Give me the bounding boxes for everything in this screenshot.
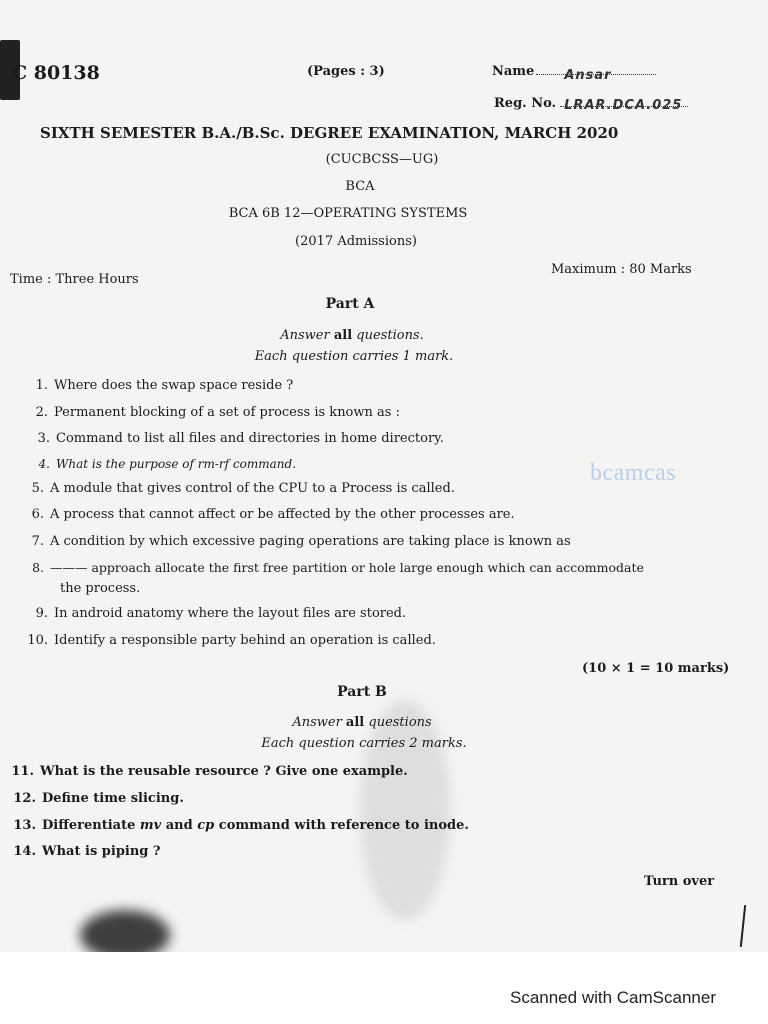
question-5: 5. A module that gives control of the CPU to a Process is called.	[31, 481, 455, 496]
program: BCA	[345, 179, 375, 194]
question-3: 3. Command to list all files and directories in home directory.	[37, 431, 444, 446]
question-13: 13. Differentiate mv and cp command with reference to inode.	[13, 818, 469, 833]
question-10: 10. Identify a responsible party behind an operation is called.	[27, 633, 436, 648]
page-count: (Pages : 3)	[307, 64, 385, 79]
reg-no-handwritten: LRAR.DCA.025	[564, 98, 683, 113]
time-info: Time : Three Hours	[10, 272, 139, 287]
turn-over: Turn over	[644, 874, 715, 889]
scheme: (CUCBCSS—UG)	[325, 152, 439, 167]
exam-code: C 80138	[12, 62, 100, 84]
question-8-continuation: the process.	[60, 581, 141, 596]
reg-no-field	[494, 96, 688, 111]
question-8: 8. ——— approach allocate the first free partition or hole large enough which can accommodate	[32, 560, 644, 575]
question-4: 4. What is the purpose of rm-rf command.	[38, 457, 297, 471]
part-b-marks-note: Each question carries 2 marks.	[261, 736, 467, 751]
part-b-heading: Part B	[337, 684, 387, 700]
name-field	[492, 64, 656, 83]
question-14: 14. What is piping ?	[13, 844, 161, 859]
part-b-instruction: Answer all questions	[292, 715, 432, 730]
max-marks: Maximum : 80 Marks	[551, 262, 692, 277]
scan-smudge	[80, 910, 170, 952]
exam-title: SIXTH SEMESTER B.A./B.Sc. DEGREE EXAMINATION, MARCH 2020	[40, 124, 619, 142]
question-11: 11. What is the reusable resource ? Give one example.	[11, 764, 408, 779]
question-7: 7. A condition by which excessive paging operations are taking place is known as	[31, 534, 571, 549]
question-2: 2. Permanent blocking of a set of process is known as :	[35, 405, 400, 420]
scanner-footer: Scanned with CamScanner	[509, 988, 716, 1007]
admissions: (2017 Admissions)	[295, 234, 417, 249]
name-label: Name	[492, 64, 535, 79]
question-9: 9. In android anatomy where the layout files are stored.	[35, 606, 407, 621]
course-title: BCA 6B 12—OPERATING SYSTEMS	[228, 206, 468, 221]
reg-no-label: Reg. No.	[494, 96, 557, 111]
part-a-instruction: Answer all questions.	[280, 328, 424, 343]
part-a-marks-note: Each question carries 1 mark.	[254, 349, 454, 364]
question-1: 1. Where does the swap space reside ?	[35, 378, 294, 393]
question-6: 6. A process that cannot affect or be affected by the other processes are.	[31, 507, 515, 522]
question-12: 12. Define time slicing.	[13, 791, 184, 806]
scan-smudge	[360, 700, 450, 920]
part-a-heading: Part A	[325, 296, 375, 312]
part-a-total-marks: (10 × 1 = 10 marks)	[582, 661, 730, 676]
name-handwritten: Ansar	[564, 68, 612, 83]
pen-mark	[740, 905, 746, 947]
watermark: bcamcas	[590, 460, 677, 486]
